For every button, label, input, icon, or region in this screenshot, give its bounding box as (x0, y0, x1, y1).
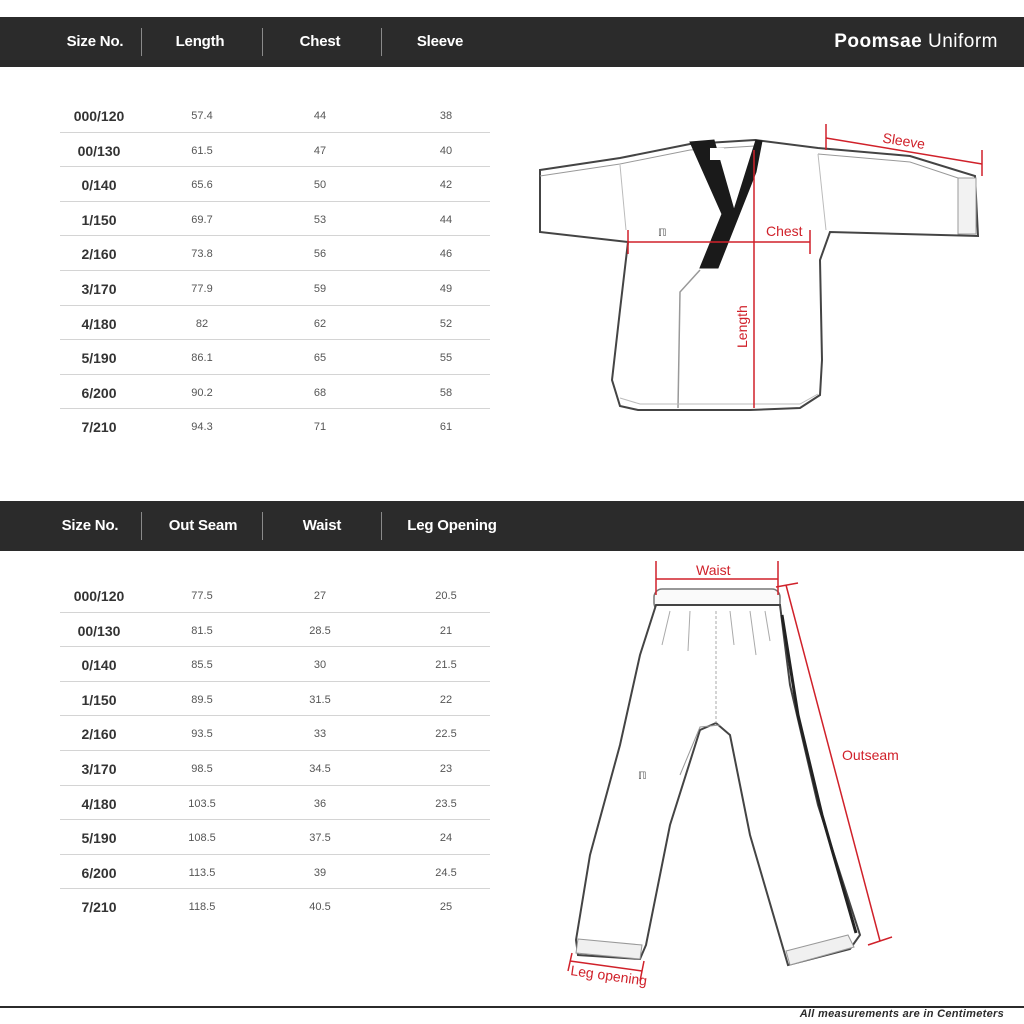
jacket-drawing (530, 110, 1020, 430)
table-row (60, 682, 490, 717)
footer-note: All measurements are in Centimeters (799, 1008, 1004, 1020)
value-cell: 25 (439, 901, 453, 914)
pants-header-waist: Waist (302, 517, 342, 534)
table-row (60, 716, 490, 751)
jacket-header-sleeve: Sleeve (416, 33, 464, 50)
value-cell: 40.5 (309, 901, 331, 914)
pants-header-bar (0, 501, 1024, 551)
size-cell: 3/170 (81, 760, 117, 777)
value-cell: 103.5 (188, 797, 216, 810)
pants-header-leg-opening: Leg Opening (407, 517, 497, 534)
value-cell: 81.5 (191, 624, 213, 637)
pants-size-table (60, 578, 490, 924)
value-cell: 52 (439, 317, 453, 330)
pants-header-size: Size No. (61, 517, 119, 534)
waist-label: Waist (696, 562, 731, 578)
value-cell: 61.5 (191, 144, 213, 157)
pants-diagram (550, 555, 910, 1005)
value-cell: 82 (195, 317, 209, 330)
value-cell: 40 (439, 144, 453, 157)
brand-title-light: Uniform (927, 31, 998, 52)
value-cell: 113.5 (188, 866, 216, 879)
value-cell: 22.5 (435, 728, 457, 741)
value-cell: 98.5 (191, 762, 213, 775)
value-cell: 44 (313, 110, 327, 122)
header-separator (381, 28, 382, 56)
value-cell: 20.5 (435, 590, 457, 602)
jacket-header-bar (0, 17, 1024, 67)
size-cell: 5/190 (81, 350, 117, 367)
value-cell: 56 (313, 248, 327, 261)
brand-title (834, 17, 998, 67)
value-cell: 77.5 (191, 590, 213, 602)
value-cell: 44 (439, 213, 453, 226)
size-cell: 6/200 (81, 384, 117, 401)
jacket-header-chest: Chest (299, 33, 341, 50)
value-cell: 31.5 (309, 693, 331, 706)
value-cell: 55 (439, 352, 453, 365)
value-cell: 118.5 (188, 901, 216, 914)
value-cell: 39 (313, 866, 327, 879)
value-cell: 58 (439, 386, 453, 399)
table-row (60, 133, 490, 168)
outseam-label: Outseam (842, 747, 899, 763)
size-cell: 4/180 (81, 795, 117, 812)
value-cell: 90.2 (191, 386, 213, 399)
pants-outline (576, 605, 860, 965)
size-cell: 0/140 (81, 177, 117, 194)
value-cell: 38 (439, 110, 453, 122)
value-cell: 24.5 (435, 866, 457, 879)
value-cell: 28.5 (309, 624, 331, 637)
size-cell: 3/170 (81, 280, 117, 297)
jacket-diagram (530, 110, 1020, 430)
table-row (60, 306, 490, 341)
table-row (60, 167, 490, 202)
jacket-header-size: Size No. (66, 33, 124, 50)
value-cell: 24 (439, 832, 453, 845)
size-cell: 00/130 (77, 142, 121, 159)
value-cell: 108.5 (188, 832, 216, 845)
header-separator (381, 512, 382, 540)
value-cell: 46 (439, 248, 453, 261)
size-cell: 7/210 (81, 899, 117, 916)
size-cell: 4/180 (81, 315, 117, 332)
value-cell: 23.5 (435, 797, 457, 810)
chest-label: Chest (766, 223, 803, 239)
size-cell: 000/120 (73, 588, 125, 604)
value-cell: 22 (439, 693, 453, 706)
table-row (60, 820, 490, 855)
table-row (60, 855, 490, 890)
pants-header-out-seam: Out Seam (168, 517, 238, 534)
value-cell: 65.6 (191, 179, 213, 192)
table-row (60, 889, 490, 924)
value-cell: 47 (313, 144, 327, 157)
jacket-logo-icon: ℿ (658, 228, 667, 239)
header-separator (262, 512, 263, 540)
leg-opening-label: Leg opening (569, 962, 649, 989)
size-cell: 2/160 (81, 726, 117, 743)
size-cell: 1/150 (81, 691, 117, 708)
value-cell: 61 (439, 421, 453, 434)
sleeve-label: Sleeve (881, 129, 927, 153)
value-cell: 77.9 (191, 282, 213, 295)
size-cell: 00/130 (77, 622, 121, 639)
value-cell: 62 (313, 317, 327, 330)
size-cell: 5/190 (81, 830, 117, 847)
brand-title-bold: Poomsae (834, 31, 923, 52)
table-row (60, 375, 490, 410)
value-cell: 94.3 (191, 421, 213, 434)
size-cell: 7/210 (81, 419, 117, 436)
value-cell: 71 (313, 421, 327, 434)
length-label: Length (734, 305, 750, 348)
table-row (60, 578, 490, 613)
value-cell: 27 (313, 590, 327, 602)
value-cell: 53 (313, 213, 327, 226)
value-cell: 85.5 (191, 659, 213, 672)
value-cell: 21 (439, 624, 453, 637)
table-row (60, 236, 490, 271)
jacket-outline (540, 140, 978, 410)
value-cell: 57.4 (191, 110, 213, 122)
table-row (60, 786, 490, 821)
table-row (60, 98, 490, 133)
value-cell: 89.5 (191, 693, 213, 706)
jacket-header-length: Length (175, 33, 225, 50)
table-row (60, 647, 490, 682)
value-cell: 50 (313, 179, 327, 192)
table-row (60, 409, 490, 444)
pants-logo-icon: ℿ (638, 771, 647, 782)
value-cell: 49 (439, 282, 453, 295)
value-cell: 33 (313, 728, 327, 741)
pants-drawing (550, 555, 910, 1005)
jacket-size-table (60, 98, 490, 444)
table-row (60, 271, 490, 306)
value-cell: 69.7 (191, 213, 213, 226)
size-cell: 000/120 (73, 108, 125, 124)
value-cell: 68 (313, 386, 327, 399)
sleeve-cuff (958, 178, 976, 234)
value-cell: 21.5 (435, 659, 457, 672)
value-cell: 36 (313, 797, 327, 810)
collar-label (710, 148, 724, 160)
size-cell: 1/150 (81, 211, 117, 228)
table-row (60, 751, 490, 786)
header-separator (262, 28, 263, 56)
value-cell: 93.5 (191, 728, 213, 741)
value-cell: 30 (313, 659, 327, 672)
header-separator (141, 28, 142, 56)
table-row (60, 340, 490, 375)
value-cell: 59 (313, 282, 327, 295)
table-row (60, 613, 490, 648)
value-cell: 34.5 (309, 762, 331, 775)
value-cell: 42 (439, 179, 453, 192)
table-row (60, 202, 490, 237)
size-cell: 2/160 (81, 246, 117, 263)
value-cell: 23 (439, 762, 453, 775)
size-cell: 0/140 (81, 657, 117, 674)
header-separator (141, 512, 142, 540)
value-cell: 37.5 (309, 832, 331, 845)
size-cell: 6/200 (81, 864, 117, 881)
value-cell: 65 (313, 352, 327, 365)
value-cell: 86.1 (191, 352, 213, 365)
value-cell: 73.8 (191, 248, 213, 261)
